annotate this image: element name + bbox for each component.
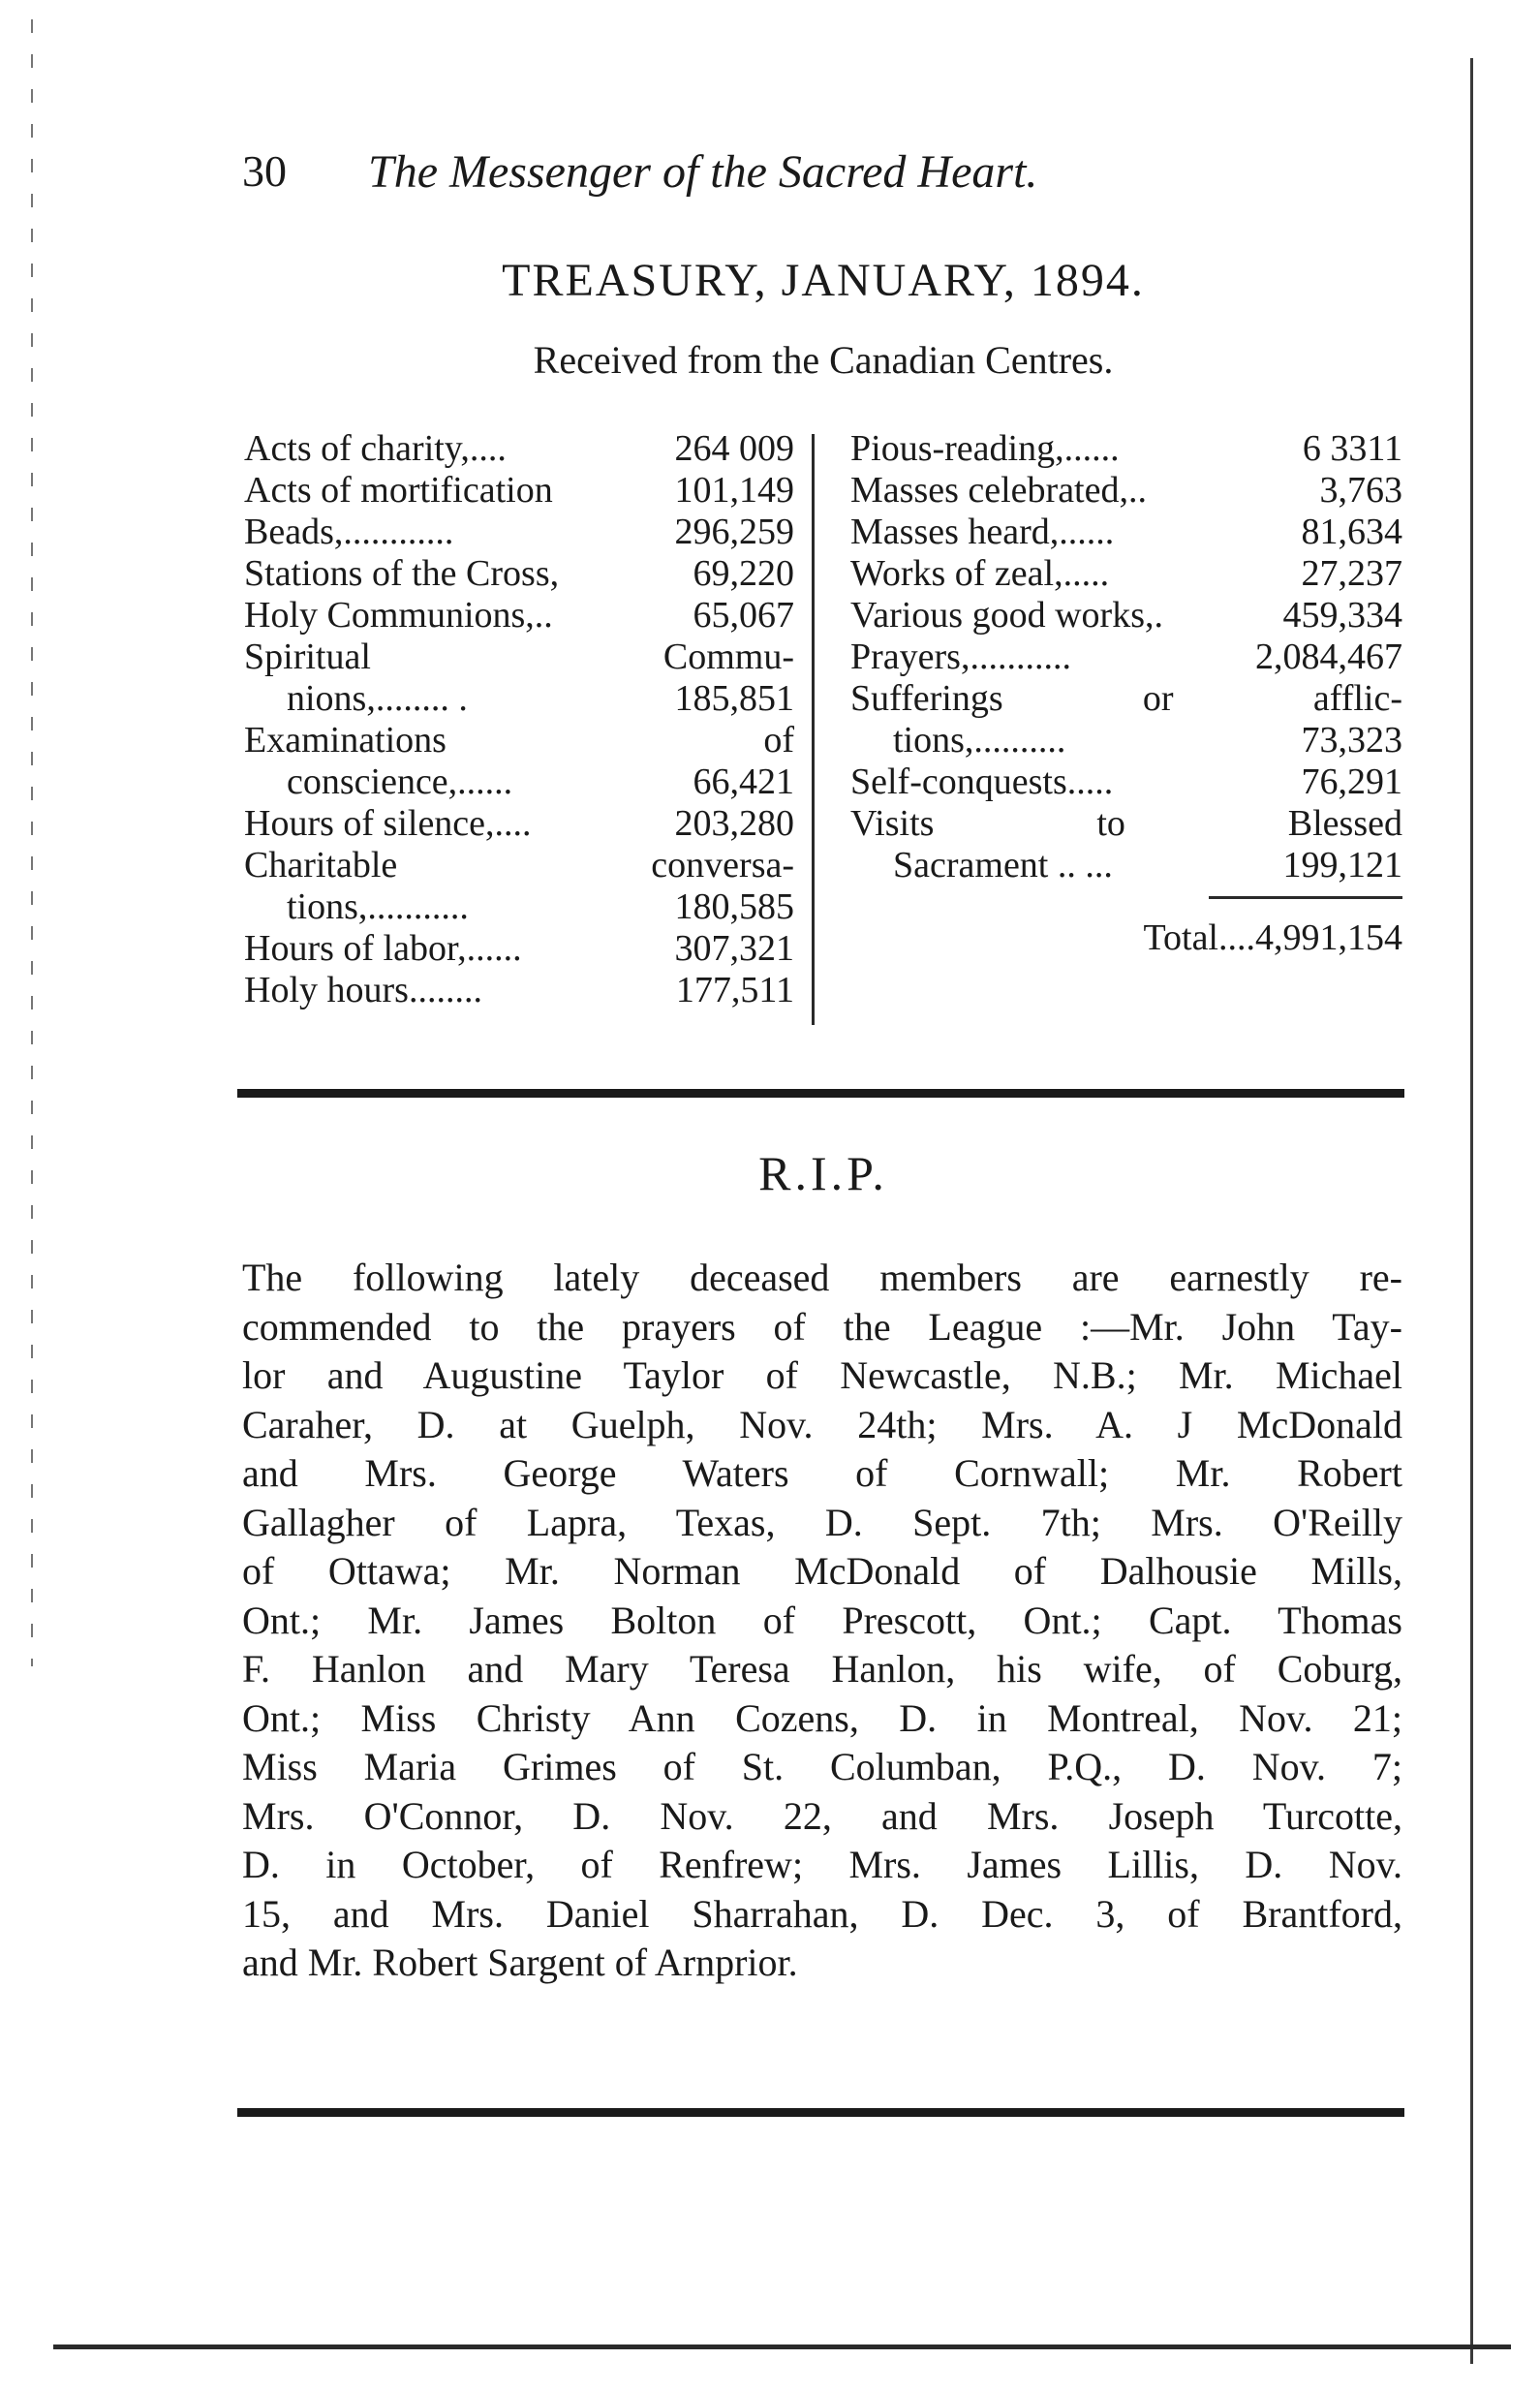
treasury-row	[244, 761, 794, 803]
rip-line: and Mr. Robert Sargent of Arnprior.	[242, 1941, 798, 1984]
treasury-row-value: 76,291	[1301, 761, 1402, 802]
treasury-row	[244, 970, 794, 1011]
treasury-row-value: 101,149	[674, 470, 794, 511]
page-bottom-rule	[53, 2344, 1511, 2349]
treasury-row-label: Sacrament .. ...	[893, 845, 1113, 885]
total-rule	[850, 886, 1402, 910]
rip-line: and Mrs. George Waters of Cornwall; Mr. Robert	[242, 1451, 1402, 1495]
treasury-row-value: 199,121	[1282, 845, 1402, 885]
treasury-row-value: 296,259	[674, 512, 794, 552]
treasury-row-value: 65,067	[693, 595, 794, 636]
treasury-row	[244, 845, 794, 886]
treasury-row-label: Stations of the Cross,	[244, 553, 560, 594]
treasury-row-value: 6 3311	[1302, 428, 1402, 469]
treasury-row	[850, 512, 1402, 553]
section-end-rule	[237, 2108, 1404, 2117]
treasury-row	[850, 470, 1402, 512]
rip-line: The following lately deceased members are earnestly re-	[242, 1256, 1402, 1299]
treasury-row-label: tions,..........	[893, 720, 1066, 761]
rip-line: Ont.; Miss Christy Ann Cozens, D. in Montreal, Nov. 21;	[242, 1695, 1402, 1740]
treasury-row-value: 203,280	[674, 803, 794, 844]
treasury-row	[244, 553, 794, 595]
treasury-row	[850, 761, 1402, 803]
treasury-right-rows	[850, 428, 1402, 886]
treasury-row-label: Examinations of	[244, 720, 794, 761]
treasury-row	[244, 512, 794, 553]
rip-paragraph	[242, 1254, 1402, 1988]
treasury-row	[850, 678, 1402, 720]
treasury-row	[850, 803, 1402, 845]
rip-line: of Ottawa; Mr. Norman McDonald of Dalhousie Mills,	[242, 1549, 1402, 1593]
treasury-row-value: 459,334	[1282, 595, 1402, 636]
running-head	[242, 145, 1404, 203]
rip-line: Caraher, D. at Guelph, Nov. 24th; Mrs. A. J McDonald	[242, 1402, 1402, 1446]
treasury-row-value: 69,220	[693, 553, 794, 594]
treasury-row-value: 307,321	[674, 928, 794, 969]
treasury-row	[244, 470, 794, 512]
rip-line: D. in October, of Renfrew; Mrs. James Lillis, D. Nov.	[242, 1843, 1402, 1886]
treasury-row	[850, 845, 1402, 886]
treasury-row-value: 81,634	[1301, 512, 1402, 552]
treasury-row-label: Masses celebrated,..	[850, 470, 1147, 511]
treasury-row	[244, 803, 794, 845]
treasury-row-value: 180,585	[674, 886, 794, 927]
treasury-row-label: conscience,......	[287, 761, 513, 802]
treasury-row-label: Sufferings or afflic-	[850, 678, 1402, 719]
rip-line: lor and Augustine Taylor of Newcastle, N.B.; Mr. Michael	[242, 1353, 1402, 1397]
page-edge-marks	[31, 19, 33, 1666]
treasury-row-value: 66,421	[693, 761, 794, 802]
treasury-row	[850, 595, 1402, 637]
rip-line: Mrs. O'Connor, D. Nov. 22, and Mrs. Joseph Turcotte,	[242, 1793, 1402, 1838]
treasury-row	[244, 720, 794, 761]
rip-line: Ont.; Mr. James Bolton of Prescott, Ont.; Capt. Thomas	[242, 1598, 1402, 1642]
treasury-row	[850, 637, 1402, 678]
treasury-row-value: 264 009	[674, 428, 794, 469]
treasury-row	[244, 428, 794, 470]
treasury-total: Total....4,991,154	[1143, 917, 1402, 958]
rip-heading: R.I.P.	[758, 1146, 888, 1200]
treasury-row-label: nions,........ .	[287, 678, 468, 719]
treasury-right-column	[850, 428, 1402, 959]
treasury-row-label: Various good works,.	[850, 595, 1163, 636]
treasury-row-label: Works of zeal,.....	[850, 553, 1110, 594]
treasury-row-value: 2,084,467	[1255, 637, 1402, 677]
rip-line: commended to the prayers of the League :—Mr. John Tay-	[242, 1304, 1402, 1349]
rip-line: Gallagher of Lapra, Texas, D. Sept. 7th; Mrs. O'Reilly	[242, 1500, 1402, 1544]
treasury-row	[244, 637, 794, 678]
treasury-row	[850, 428, 1402, 470]
treasury-row	[244, 678, 794, 720]
page-number: 30	[242, 146, 287, 196]
treasury-row-value: 27,237	[1301, 553, 1402, 594]
treasury-row-label: Visits to Blessed	[850, 803, 1402, 844]
treasury-row-label: Self-conquests.....	[850, 761, 1114, 802]
page-edge-line	[1470, 58, 1473, 2364]
column-divider	[812, 434, 815, 1025]
treasury-row	[850, 553, 1402, 595]
treasury-row-value: 177,511	[675, 970, 794, 1010]
treasury-row-label: Charitable conversa-	[244, 845, 794, 885]
treasury-row	[244, 595, 794, 637]
treasury-row-label: Pious-reading,......	[850, 428, 1120, 469]
rip-line: F. Hanlon and Mary Teresa Hanlon, his wife, of Coburg,	[242, 1647, 1402, 1691]
treasury-row-label: Spiritual Commu-	[244, 637, 794, 677]
treasury-row-label: Holy hours........	[244, 970, 482, 1010]
treasury-row	[244, 928, 794, 970]
treasury-row-label: Masses heard,......	[850, 512, 1115, 552]
treasury-row-value: 73,323	[1301, 720, 1402, 761]
treasury-row-label: Hours of silence,....	[244, 803, 532, 844]
treasury-row-label: Prayers,...........	[850, 637, 1071, 677]
treasury-row-label: Hours of labor,......	[244, 928, 522, 969]
section-divider-rule	[237, 1089, 1404, 1098]
treasury-row-label: Beads,............	[244, 512, 454, 552]
treasury-row-label: Holy Communions,..	[244, 595, 553, 636]
treasury-row-label: Acts of charity,....	[244, 428, 507, 469]
treasury-row-label: Acts of mortification	[244, 470, 553, 511]
treasury-heading: TREASURY, JANUARY, 1894.	[502, 255, 1145, 306]
treasury-left-column	[244, 428, 794, 1011]
treasury-row	[244, 886, 794, 928]
treasury-row	[850, 720, 1402, 761]
treasury-row-value: 3,763	[1319, 470, 1402, 511]
rip-line: 15, and Mrs. Daniel Sharrahan, D. Dec. 3, of Brantford,	[242, 1891, 1402, 1936]
treasury-row-value: 185,851	[674, 678, 794, 719]
journal-title: The Messenger of the Sacred Heart.	[368, 146, 1038, 198]
treasury-row-label: tions,...........	[287, 886, 469, 927]
treasury-subheading: Received from the Canadian Centres.	[533, 338, 1114, 382]
rip-line: Miss Maria Grimes of St. Columban, P.Q., D. Nov. 7;	[242, 1745, 1402, 1788]
